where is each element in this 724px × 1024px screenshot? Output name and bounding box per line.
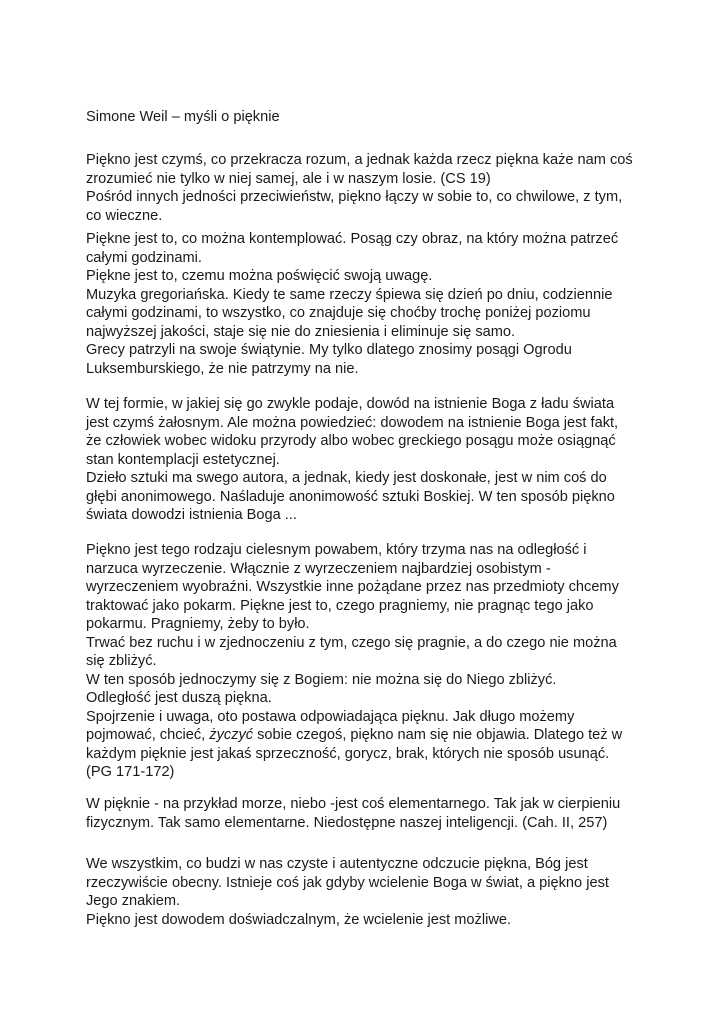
text-line: stan kontemplacji estetycznej. xyxy=(86,451,280,468)
text-line: Piękno jest tego rodzaju cielesnym powabem, który trzyma nas na odległość i xyxy=(86,542,587,558)
text-line: pokarmu. Pragniemy, żeby to było. xyxy=(86,616,310,632)
text-line: każdym pięknie jest jakaś sprzeczność, gorycz, brak, których nie sposób usunąć. xyxy=(86,745,610,762)
italic-word: życzyć xyxy=(209,727,254,743)
text-line: Piękno jest czymś, co przekracza rozum, a jednak każda rzecz piękna każe nam coś xyxy=(86,152,633,168)
text-line: Muzyka gregoriańska. Kiedy te same rzeczy śpiewa się dzień po dniu, codziennie xyxy=(86,286,613,303)
paragraph-5 xyxy=(86,795,646,832)
text-line: Odległość jest duszą piękna. xyxy=(86,690,272,706)
text-line: Spojrzenie i uwaga, oto postawa odpowiadająca pięknu. Jak długo możemy xyxy=(86,708,575,725)
text-line: Grecy patrzyli na swoje świątynie. My tylko dlatego znosimy posągi Ogrodu xyxy=(86,342,572,358)
text-line: Trwać bez ruchu i w zjednoczeniu z tym, czego się pragnie, a do czego nie można xyxy=(86,634,617,651)
text-line: W ten sposób jednoczymy się z Bogiem: nie można się do Niego zbliżyć. xyxy=(86,671,557,688)
text-line: Jego znakiem. xyxy=(86,893,181,909)
text-line: najwyższej jakości, staje się nie do zniesienia i eliminuje się samo. xyxy=(86,323,516,340)
text-line: We wszystkim, co budzi w nas czyste i autentyczne odczucie piękna, Bóg jest xyxy=(86,856,588,872)
text-run: pojmować, chcieć, xyxy=(86,727,210,743)
text-line: Pośród innych jedności przeciwieństw, piękno łączy w sobie to, co chwilowe, z tym, xyxy=(86,189,623,205)
paragraph-4 xyxy=(86,541,646,782)
text-line: fizycznym. Tak samo elementarne. Niedostępne naszej inteligencji. (Cah. II, 257) xyxy=(86,814,608,831)
text-line: traktować jako pokarm. Piękne jest to, czego pragniemy, nie pragnąc tego jako xyxy=(86,597,594,614)
text-line: całymi godzinami. xyxy=(86,249,202,266)
text-line: zrozumieć nie tylko w niej samej, ale i w naszym losie. (CS 19) xyxy=(86,170,491,187)
text-line: co wieczne. xyxy=(86,207,163,224)
text-run: sobie czegoś, piękno nam się nie objawia. Dlatego też w xyxy=(253,727,623,743)
text-line: Piękne jest to, co można kontemplować. Posąg czy obraz, na który można patrzeć xyxy=(86,231,619,247)
paragraph-3 xyxy=(86,395,646,525)
text-line: wyrzeczeniem wyobraźni. Wszystkie inne pożądane przez nas przedmioty chcemy xyxy=(86,579,619,595)
text-line: Piękno jest dowodem doświadczalnym, że wcielenie jest możliwe. xyxy=(86,911,512,928)
text-line: świata dowodzi istnienia Boga ... xyxy=(86,507,297,523)
text-line: rzeczywiście obecny. Istnieje coś jak gdyby wcielenie Boga w świat, a piękno jest xyxy=(86,874,609,891)
text-line-mixed xyxy=(86,726,646,745)
text-line: Piękne jest to, czemu można poświęcić swoją uwagę. xyxy=(86,268,433,284)
document-title: Simone Weil – myśli o pięknie xyxy=(86,109,280,125)
text-line: Luksemburskiego, że nie patrzymy na nie. xyxy=(86,360,359,377)
text-line: jest czymś żałosnym. Ale można powiedzieć: dowodem na istnienie Boga jest fakt, xyxy=(86,414,619,431)
text-line: narzuca wyrzeczenie. Włącznie z wyrzeczeniem najbardziej osobistym - xyxy=(86,560,551,577)
text-line: całymi godzinami, to wszystko, co znajduje się choćby trochę poniżej poziomu xyxy=(86,305,591,321)
paragraph-6 xyxy=(86,855,646,929)
paragraph-1 xyxy=(86,151,646,225)
text-line: się zbliżyć. xyxy=(86,653,157,669)
text-line: (PG 171-172) xyxy=(86,764,175,780)
text-line: Dzieło sztuki ma swego autora, a jednak, kiedy jest doskonałe, jest w nim coś do xyxy=(86,470,607,486)
text-line: głębi anonimowego. Naśladuje anonimowość sztuki Boskiej. W ten sposób piękno xyxy=(86,488,615,505)
text-line: W pięknie - na przykład morze, niebo -jest coś elementarnego. Tak jak w cierpieniu xyxy=(86,796,621,812)
text-line: W tej formie, w jakiej się go zwykle podaje, dowód na istnienie Boga z ładu świata xyxy=(86,396,615,412)
text-line: że człowiek wobec widoku przyrody albo wobec greckiego posągu może osiągnąć xyxy=(86,433,616,449)
paragraph-2 xyxy=(86,230,646,378)
